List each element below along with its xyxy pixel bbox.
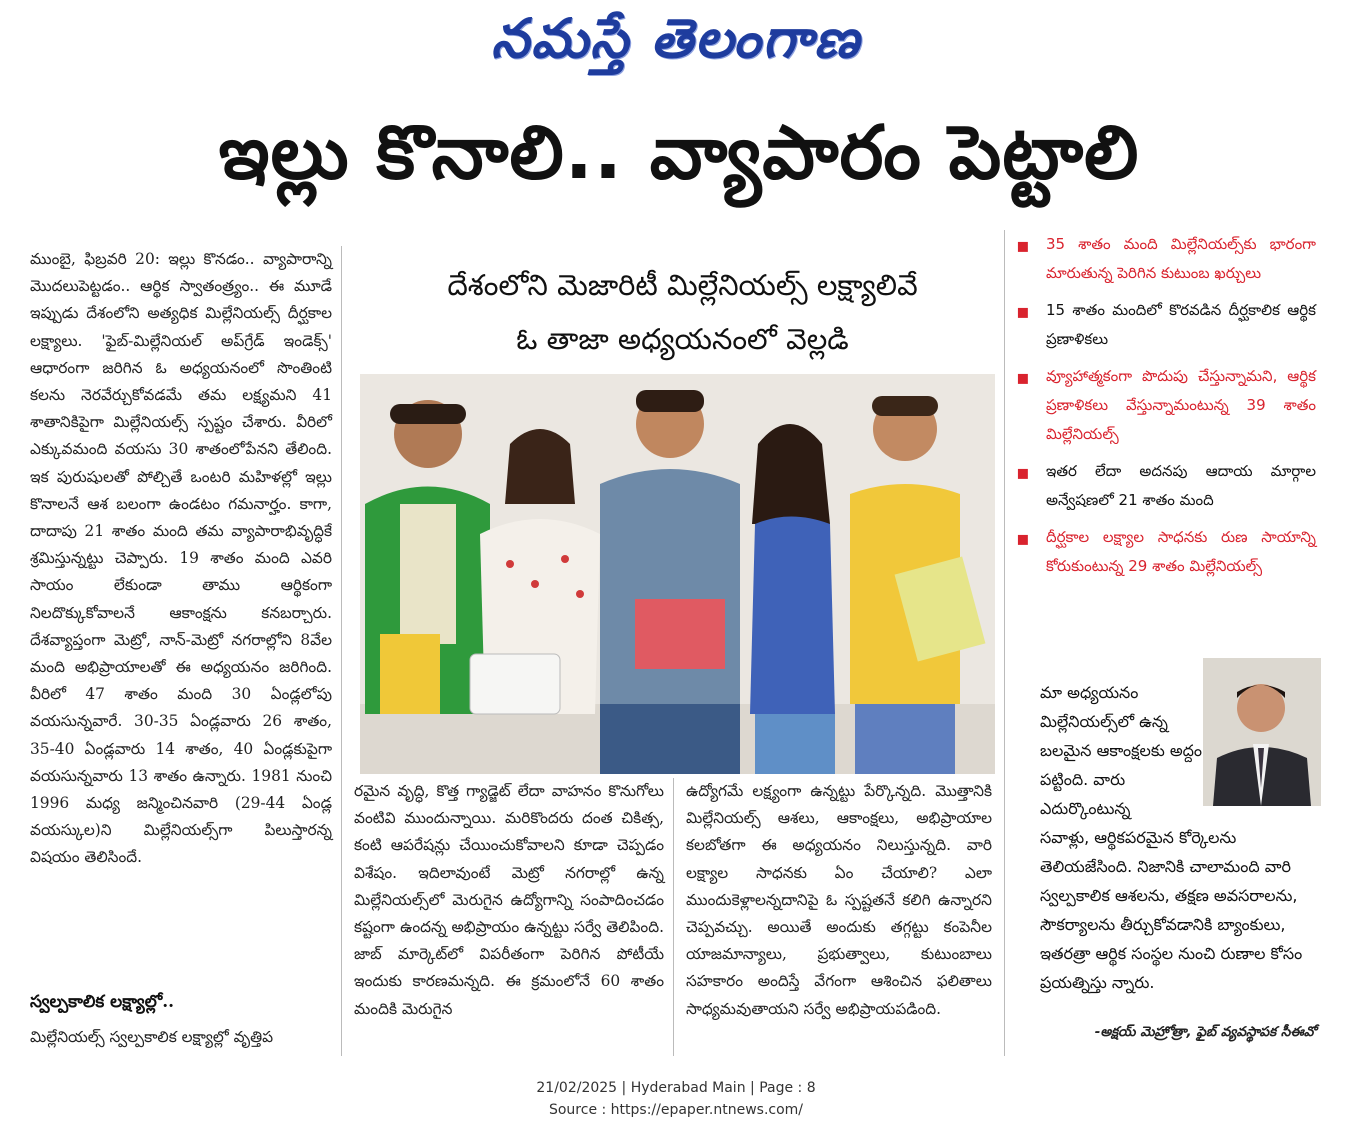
article-body: రమైన వృద్ధి, కొత్త గ్యాడ్జెట్ లేదా వాహనం కొనుగోలు వంటివి ముందున్నాయి. మరికొందరు దంత చికిత్స, కంటి ఆపరేషన్లు చేయించుకోవాలని కూడా చెప్పడం విశేషం. ఇదిలావుంటే మెట్రో నగరాల్లో ఉన్న మిల్లేనియల్స్‌లో మెరుగైన ఉద్యోగాన్ని సంపాదించడం కష్టంగా ఉందన్న అభిప్రాయం ఉన్నట్టు సర్వే తెలిపింది. జాబ్ మార్కెట్‌లో విపరీతంగా పెరిగిన పోటీయే ఇందుకు కారణమన్నది. ఈ క్రమంలోనే 60 శాతం మందికి మెరుగైన [354,782,664,1018]
headline: ఇల్లు కొనాలి.. వ్యాపారం పెట్టాలి [218,110,1140,196]
article-column-3 [686,778,992,1023]
group-photo-illustration [360,374,995,774]
bullet-icon: ▪ [1016,233,1030,257]
quote-attribution: -అక్షయ్ మెహ్రోత్రా, ఫైబ్ వ్యవస్థాపక సీఈవో [1094,1024,1316,1040]
deck-line-1: దేశంలోని మెజారిటీ మిల్లేనియల్స్ లక్ష్యాలివే [447,268,918,302]
bullet-icon: ▪ [1016,460,1030,484]
article-column-2 [354,778,664,1023]
bullet-icon: ▪ [1016,526,1030,550]
quote-text-rest: సవాళ్లు, ఆర్థికపరమైన కోర్కెలను తెలియజేసింది. నిజానికి చాలామంది వారి స్వల్పకాలిక ఆశలను, తక్షణ అవసరాలను, సౌకర్యాలను తీర్చుకోవడానికి బ్యాంకులు, ఇతరత్రా ఆర్థిక సంస్థల నుంచి రుణాల కోసం ప్రయత్నిస్తు న్నారు. [1040,828,1303,992]
highlight-item [1016,296,1316,354]
highlight-item [1016,457,1316,515]
column-divider [673,778,674,1056]
bullet-icon: ▪ [1016,365,1030,389]
highlight-text: ఇతర లేదా అదనపు ఆదాయ మార్గాల అన్వేషణలో 21 శాతం మంది [1046,462,1316,509]
quote-box [1040,678,1318,997]
deck [350,258,1015,366]
article-body: మిల్లేనియల్స్ స్వల్పకాలిక లక్ష్యాల్లో వృత్తిప [30,1028,274,1046]
bullet-icon: ▪ [1016,299,1030,323]
quote-text-first: మా అధ్యయనం మిల్లేనియల్స్‌లో ఉన్న బలమైన ఆకాంక్షలకు అద్దం పట్టింది. వారు ఎదుర్కొంటున్న [1040,683,1203,818]
highlight-item [1016,362,1316,449]
highlight-text: 15 శాతం మందిలో కొరవడిన దీర్ఘకాలిక ఆర్థిక ప్రణాళికలు [1046,301,1316,348]
masthead [0,6,1352,78]
article-body: ముంబై, ఫిబ్రవరి 20: ఇల్లు కొనడం.. వ్యాపారాన్ని మొదలుపెట్టడం.. ఆర్థిక స్వాతంత్ర్యం.. ఈ మూడే ఇప్పుడు దేశంలోని అత్యధిక మిల్లేనియల్స్ దీర్ఘకాల లక్ష్యాలు. 'ఫైబ్-మిల్లేనియల్ అప్‌గ్రేడ్ ఇండెక్స్' ఆధారంగా జరిగిన ఓ అధ్యయనంలో సొంతింటి కలను నెరవేర్చుకోవడమే తమ లక్ష్యమని 41 శాతానికిపైగా మిల్లేనియల్స్ స్పష్టం చేశారు. వీరిలో ఎక్కువమంది వయసు 30 శాతంలోపేనని తేలింది. ఇక పురుషులతో పోల్చితే ఒంటరి మహిళల్లో ఇల్లు కొనాలనే ఆశ బలంగా ఉండటం గమనార్హం. కాగా, దాదాపు 21 శాతం మంది తమ వ్యాపారాభివృద్ధికే శ్రమిస్తున్నట్టు చెప్పారు. 19 శాతం మంది ఎవరి సాయం లేకుండా తాము ఆర్థికంగా నిలదొక్కుకోవాలనే ఆకాంక్షను కనబర్చారు. దేశవ్యాప్తంగా మెట్రో, నాన్-మెట్రో నగరాల్లోని 8వేల మంది అభిప్రాయాలతో ఈ అధ్యయనం జరిగింది. వీరిలో 47 శాతం మంది 30 ఏండ్లలోపు వయసున్నవారే. 30-35 ఏండ్లవారు 26 శాతం, 35-40 ఏండ్లవారు 14 శాతం, 40 ఏండ్లకుపైగా వయసున్నవారు 13 శాతం ఉన్నారు. 1981 నుంచి 1996 మధ్య జన్మించినవారి (29-44 ఏండ్ల వయస్కుల)ని మిల్లేనియల్స్‌గా పిలుస్తారన్న విషయం తెలిసిందే. [30,250,332,867]
highlight-item [1016,230,1316,288]
deck-line-2: ఓ తాజా అధ్యయనంలో వెల్లడి [516,322,849,356]
footer [0,1077,1352,1121]
highlight-text: వ్యూహాత్మకంగా పొదుపు చేస్తున్నామని, ఆర్థిక ప్రణాళికలు వేస్తున్నామంటున్న 39 శాతం మిల్లేనియల్స్ [1046,367,1316,443]
column-divider [1004,230,1005,1056]
highlight-item [1016,523,1316,581]
column-divider [341,246,342,1056]
highlight-text: 35 శాతం మంది మిల్లేనియల్స్‌కు భారంగా మారుతున్న పెరిగిన కుటుంబ ఖర్చులు [1046,235,1316,282]
highlight-text: దీర్ఘకాల లక్ష్యాల సాధనకు రుణ సాయాన్ని కోరుకుంటున్న 29 శాతం మిల్లేనియల్స్ [1046,528,1316,575]
article-column-1b [30,1024,332,1051]
group-photo [360,374,995,774]
article-body: ఉద్యోగమే లక్ష్యంగా ఉన్నట్టు పేర్కొన్నది. మొత్తానికి మిల్లేనియల్స్ ఆశలు, ఆకాంక్షలు, అభిప్రాయాల కలబోతగా ఈ అధ్యయనం నిలుస్తున్నది. వారి లక్ష్యాల సాధనకు ఏం చేయాలి? ఎలా ముందుకెళ్లాలన్నదానిపై ఓ స్పష్టతనే కలిగి ఉన్నారని చెప్పవచ్చు. అయితే అందుకు తగ్గట్టు కంపెనీల యాజమాన్యాలు, ప్రభుత్వాలు, కుటుంబాలు సహకారం అందిస్తే వేగంగా ఆశించిన ఫలితాలు సాధ్యమవుతాయని సర్వే అభిప్రాయపడింది. [686,782,992,1018]
footer-source: Source : https://epaper.ntnews.com/ [548,1102,804,1118]
subheading: స్వల్పకాలిక లక్ష్యాల్లో.. [30,992,175,1012]
footer-edition: 21/02/2025 | Hyderabad Main | Page : 8 [536,1080,816,1096]
highlights-box [1016,230,1316,589]
article-column-1 [30,246,332,872]
masthead-title: నమస్తే తెలంగాణ [491,6,861,70]
